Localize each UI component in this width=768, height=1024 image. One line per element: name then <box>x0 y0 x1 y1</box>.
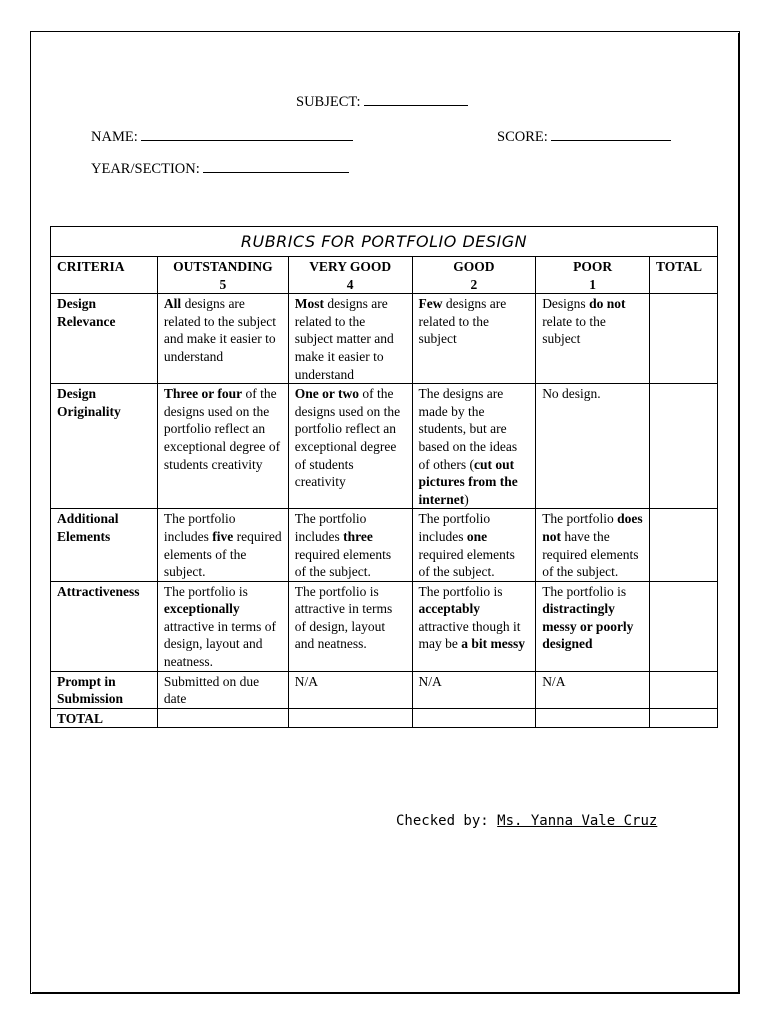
cell-text: Submitted on due date <box>163 673 260 707</box>
criteria-cell: Additional Elements <box>51 509 158 581</box>
cell-text: Designs <box>542 296 590 312</box>
rubric-cell <box>157 581 288 671</box>
cell-text: of the designs used on the portfolio reflect an exceptional degree of students creativity <box>294 386 401 490</box>
cell-text: The portfolio is attractive in terms of design, layout and neatness. <box>294 583 393 652</box>
name-field <box>91 128 353 146</box>
criteria-cell: Prompt in Submission <box>51 671 158 708</box>
cell-text: designs are related to the subject matter and make it easier to understand <box>294 296 394 382</box>
emphasis-text: One or two <box>294 386 360 402</box>
cell-text: The portfolio is <box>542 583 627 599</box>
rubric-cell <box>157 384 288 509</box>
cell-text: ) <box>464 491 469 507</box>
rubric-header-row <box>51 257 718 294</box>
total-value-cell <box>288 708 412 728</box>
cell-text: required elements of the subject. <box>418 546 515 580</box>
column-header-good <box>412 257 536 294</box>
name-label: NAME: <box>91 129 138 145</box>
cell-text: N/A <box>294 673 319 689</box>
score-blank <box>551 128 671 141</box>
total-cell <box>650 509 718 581</box>
emphasis-text: All <box>163 296 182 312</box>
rubric-cell <box>288 509 412 581</box>
emphasis-text: Three or four <box>163 386 243 402</box>
emphasis-text: distractingly messy or poorly designed <box>542 601 634 652</box>
emphasis-text: Few <box>418 296 443 312</box>
rubric-cell <box>412 384 536 509</box>
year-section-label: YEAR/SECTION: <box>91 161 200 177</box>
total-cell <box>650 294 718 384</box>
score-label: SCORE: <box>497 129 548 145</box>
rubric-cell <box>536 384 650 509</box>
cell-text: The designs are made by the students, but are based on the ideas of others ( <box>418 386 518 472</box>
total-value-cell <box>412 708 536 728</box>
table-row <box>51 294 718 384</box>
rubric-table <box>50 226 718 728</box>
cell-text: attractive though it may be <box>418 618 521 652</box>
emphasis-text: cut out pictures from the internet <box>418 456 518 507</box>
total-value-cell <box>650 708 718 728</box>
emphasis-text: three <box>343 528 373 544</box>
cell-text: relate to the subject <box>542 313 606 347</box>
emphasis-text: Most <box>294 296 325 312</box>
column-points: 1 <box>589 276 596 292</box>
year-section-field <box>91 160 349 178</box>
total-value-cell <box>536 708 650 728</box>
rubric-cell <box>288 581 412 671</box>
cell-text: The portfolio includes <box>294 511 367 544</box>
table-row <box>51 581 718 671</box>
cell-text: required elements of the subject. <box>294 546 392 580</box>
emphasis-text: one <box>466 528 488 544</box>
cell-text: designs are related to the subject and make it easier to understand <box>163 296 277 364</box>
emphasis-text: do not <box>589 296 626 312</box>
table-row <box>51 384 718 509</box>
table-row <box>51 671 718 708</box>
checker-name: Ms. Yanna Vale Cruz <box>497 813 658 829</box>
total-row <box>51 708 718 728</box>
cell-text: The portfolio <box>542 511 618 527</box>
criteria-cell: Design Relevance <box>51 294 158 384</box>
criteria-cell: Attractiveness <box>51 581 158 671</box>
column-label: VERY GOOD <box>309 259 392 274</box>
total-cell <box>650 581 718 671</box>
rubric-cell <box>157 294 288 384</box>
cell-text: The portfolio includes <box>418 511 491 544</box>
cell-text: No design. <box>542 386 601 402</box>
rubric-cell <box>412 509 536 581</box>
cell-text: of the designs used on the portfolio reflect an exceptional degree of students creativity <box>163 386 281 472</box>
column-header-very-good <box>288 257 412 294</box>
checked-by-label: Checked by: <box>396 813 498 829</box>
emphasis-text: five <box>212 528 234 544</box>
cell-text: attractive in terms of design, layout and neatness. <box>163 618 277 670</box>
column-label: OUTSTANDING <box>173 259 273 274</box>
total-value-cell <box>157 708 288 728</box>
cell-text: The portfolio is <box>418 583 503 599</box>
rubric-cell <box>536 581 650 671</box>
cell-text: The portfolio includes <box>163 511 236 544</box>
table-row <box>51 509 718 581</box>
subject-field <box>296 93 468 111</box>
subject-blank <box>364 93 468 106</box>
total-cell <box>650 671 718 708</box>
emphasis-text: acceptably <box>418 601 480 617</box>
rubric-cell <box>288 294 412 384</box>
rubric-cell <box>536 671 650 708</box>
year-section-blank <box>203 160 349 173</box>
rubric-title: RUBRICS FOR PORTFOLIO DESIGN <box>51 227 718 257</box>
column-header-criteria <box>51 257 158 294</box>
cell-text: designs are related to the subject <box>418 296 507 347</box>
column-label: GOOD <box>453 259 495 274</box>
rubric-cell <box>412 671 536 708</box>
emphasis-text: does not <box>542 511 643 544</box>
rubric-cell <box>157 671 288 708</box>
emphasis-text: exceptionally <box>163 601 240 617</box>
score-field <box>497 128 671 146</box>
total-label: TOTAL <box>51 708 158 728</box>
rubric-cell <box>288 671 412 708</box>
column-points: 5 <box>219 276 227 292</box>
column-label: POOR <box>573 259 613 274</box>
subject-label: SUBJECT: <box>296 94 361 110</box>
total-cell <box>650 384 718 509</box>
rubric-cell <box>536 294 650 384</box>
cell-text: have the required elements of the subject. <box>542 528 639 580</box>
column-header-outstanding <box>157 257 288 294</box>
column-header-poor <box>536 257 650 294</box>
column-label: TOTAL <box>656 259 703 274</box>
cell-text: N/A <box>542 673 566 689</box>
checked-by <box>396 813 657 829</box>
column-header-total <box>650 257 718 294</box>
column-label: CRITERIA <box>57 259 125 274</box>
rubric-cell <box>412 294 536 384</box>
emphasis-text: a bit messy <box>461 636 525 652</box>
rubric-cell <box>536 509 650 581</box>
cell-text: required elements of the subject. <box>163 528 282 580</box>
rubric-cell <box>157 509 288 581</box>
column-points: 4 <box>346 276 354 292</box>
rubric-cell <box>412 581 536 671</box>
cell-text: The portfolio is <box>163 583 248 599</box>
rubric-cell <box>288 384 412 509</box>
name-blank <box>141 128 353 141</box>
column-points: 2 <box>470 276 478 292</box>
criteria-cell: Design Originality <box>51 384 158 509</box>
cell-text: N/A <box>418 673 442 689</box>
